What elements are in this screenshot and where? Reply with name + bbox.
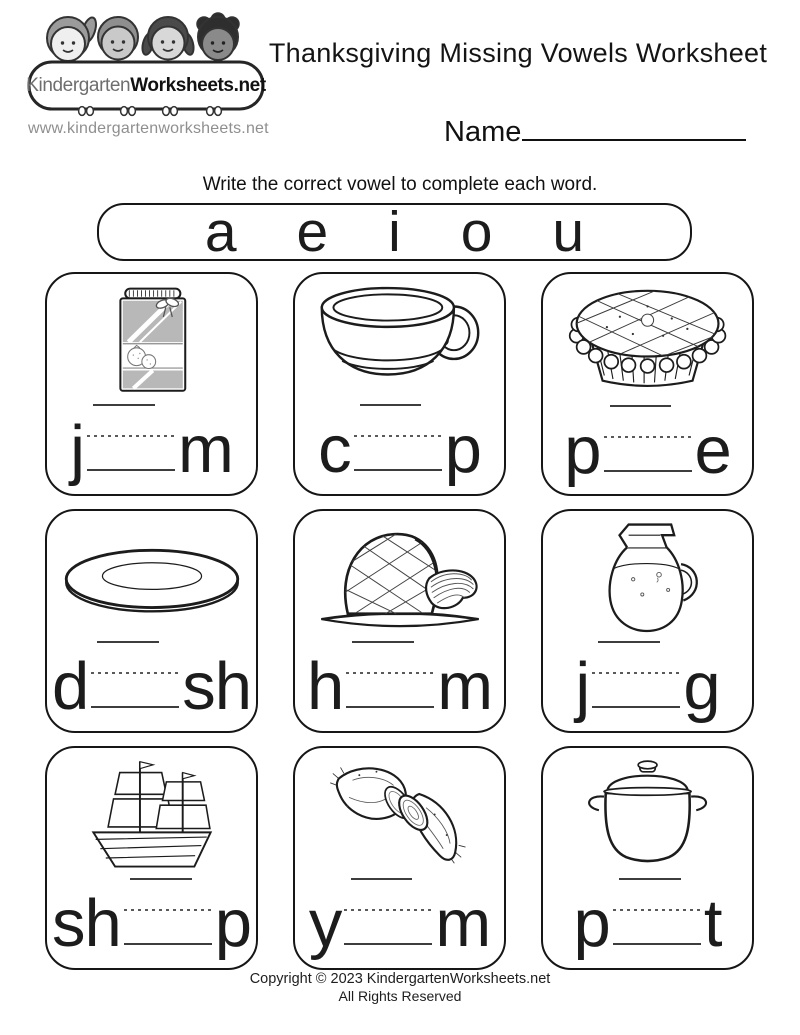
- dish-image-area: [49, 519, 254, 635]
- footer: [0, 971, 800, 1004]
- vowel-blank[interactable]: [604, 472, 692, 473]
- word-row: [297, 872, 502, 961]
- vowel-blank[interactable]: [124, 945, 212, 946]
- site-logo: [26, 8, 269, 146]
- yam-image: [325, 758, 475, 871]
- word-suffix-letters: g: [683, 649, 720, 724]
- word-card-ship: [45, 746, 258, 970]
- vowel-blank[interactable]: [346, 708, 434, 709]
- word-card-yam: [293, 746, 506, 970]
- word-prefix-letters: sh: [51, 886, 121, 961]
- cup-image-area: [297, 282, 502, 398]
- word-suffix-letters: e: [694, 413, 731, 488]
- word-row: [297, 398, 502, 487]
- word-card-pie: [541, 272, 754, 496]
- word-suffix-letters: m: [178, 412, 233, 487]
- cup-image: [315, 284, 485, 396]
- name-label: Name: [444, 116, 522, 148]
- brand-text-black: Worksheets.net: [130, 75, 266, 96]
- word-row: [545, 872, 750, 961]
- name-row: [444, 116, 746, 149]
- word-card-grid: [45, 272, 754, 970]
- word-suffix-letters: sh: [182, 649, 252, 724]
- instruction-text: Write the correct vowel to complete each word.: [202, 174, 598, 195]
- word-prefix-letters: j: [575, 649, 590, 724]
- ham-image: [316, 520, 484, 635]
- word-card-dish: [45, 509, 258, 733]
- vowel-blank[interactable]: [87, 471, 175, 472]
- logo-url: www.kindergartenworksheets.net: [28, 120, 269, 137]
- vowel-letter-u: u: [552, 199, 585, 264]
- pot-image: [573, 759, 723, 870]
- jam-jar-image: [91, 287, 213, 394]
- ship-image: [84, 757, 220, 872]
- word-row: [545, 635, 750, 724]
- jam-image-area: [49, 282, 254, 398]
- brand-text-gray: Kindergarten: [26, 75, 131, 96]
- footer-rights: All Rights Reserved: [338, 988, 462, 1004]
- word-card-jam: [45, 272, 258, 496]
- word-prefix-letters: p: [564, 413, 601, 488]
- brand-text: [26, 64, 266, 108]
- vowel-bank: [97, 199, 692, 264]
- dish-image: [61, 537, 243, 618]
- ham-image-area: [297, 519, 502, 635]
- word-card-pot: [541, 746, 754, 970]
- word-card-cup: [293, 272, 506, 496]
- jug-image: [589, 520, 707, 634]
- word-suffix-letters: m: [437, 649, 493, 724]
- pie-image-area: [545, 282, 750, 399]
- word-card-ham: [293, 509, 506, 733]
- word-suffix-letters: p: [444, 412, 481, 487]
- word-suffix-letters: t: [703, 886, 722, 961]
- ship-image-area: [49, 756, 254, 872]
- vowel-letter-e: e: [296, 199, 329, 264]
- vowel-letter-o: o: [460, 199, 493, 264]
- pot-image-area: [545, 756, 750, 872]
- name-blank-line[interactable]: [522, 137, 746, 141]
- word-prefix-letters: d: [51, 649, 89, 724]
- word-row: [297, 635, 502, 724]
- word-row: [49, 398, 254, 487]
- vowel-blank[interactable]: [354, 471, 442, 472]
- word-suffix-letters: m: [435, 886, 491, 961]
- vowel-letter-a: a: [204, 199, 237, 264]
- jug-image-area: [545, 519, 750, 635]
- word-prefix-letters: p: [573, 886, 610, 961]
- word-prefix-letters: y: [308, 886, 342, 961]
- yam-image-area: [297, 756, 502, 872]
- word-suffix-letters: p: [214, 886, 252, 961]
- word-card-jug: [541, 509, 754, 733]
- vowel-blank[interactable]: [344, 945, 432, 946]
- word-prefix-letters: j: [70, 412, 85, 487]
- vowel-blank[interactable]: [91, 708, 179, 709]
- footer-copyright: Copyright © 2023 KindergartenWorksheets.net: [249, 971, 551, 987]
- word-prefix-letters: h: [306, 649, 344, 724]
- vowel-letter-i: i: [388, 199, 401, 264]
- word-row: [545, 399, 750, 488]
- vowel-blank[interactable]: [613, 945, 701, 946]
- vowel-blank[interactable]: [592, 708, 680, 709]
- word-row: [49, 635, 254, 724]
- worksheet-title: Thanksgiving Missing Vowels Worksheet: [268, 38, 768, 68]
- pie-image: [568, 282, 728, 399]
- word-prefix-letters: c: [318, 412, 351, 487]
- word-row: [49, 872, 254, 961]
